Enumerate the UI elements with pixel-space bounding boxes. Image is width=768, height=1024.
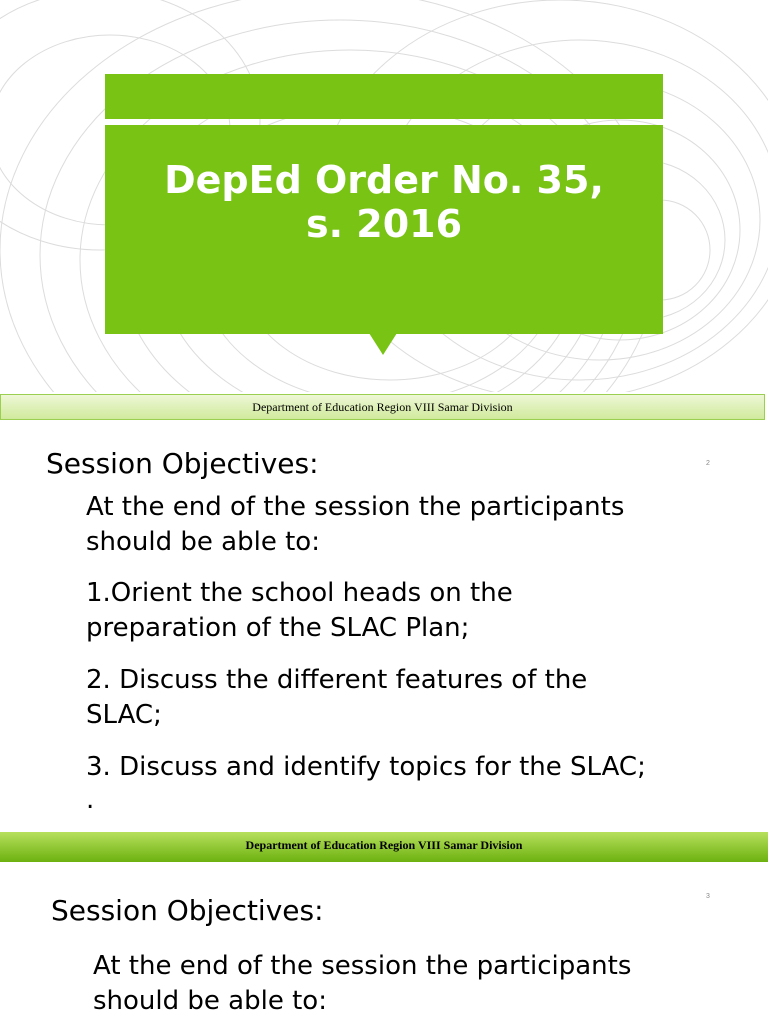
- slide-footer-highlight: Department of Education Region VIII Samar Division: [0, 832, 768, 862]
- objective-item-1: 1.Orient the school heads on the preparation of the SLAC Plan;: [86, 578, 513, 643]
- session-objectives-heading-2: Session Objectives:: [51, 894, 324, 927]
- objectives-intro-2: At the end of the session the participants should be able to:: [93, 951, 632, 1016]
- title-slide: [0, 0, 768, 392]
- title-accent-strip: [105, 74, 663, 119]
- session-objectives-heading: Session Objectives:: [46, 447, 319, 480]
- slide-number-2: 3: [706, 893, 710, 900]
- slide-footer: Department of Education Region VIII Samar Division: [0, 394, 765, 420]
- slide-number: 2: [706, 460, 710, 467]
- objectives-intro: At the end of the session the participants should be able to:: [86, 492, 625, 557]
- title-callout-pointer: [369, 333, 397, 355]
- slide-title: DepEd Order No. 35, s. 2016: [164, 158, 604, 246]
- objective-item-3: 3. Discuss and identify topics for the SLAC;: [86, 752, 646, 782]
- objective-item-2: 2. Discuss the different features of the SLAC;: [86, 665, 588, 730]
- objective-item-4: .: [86, 785, 95, 815]
